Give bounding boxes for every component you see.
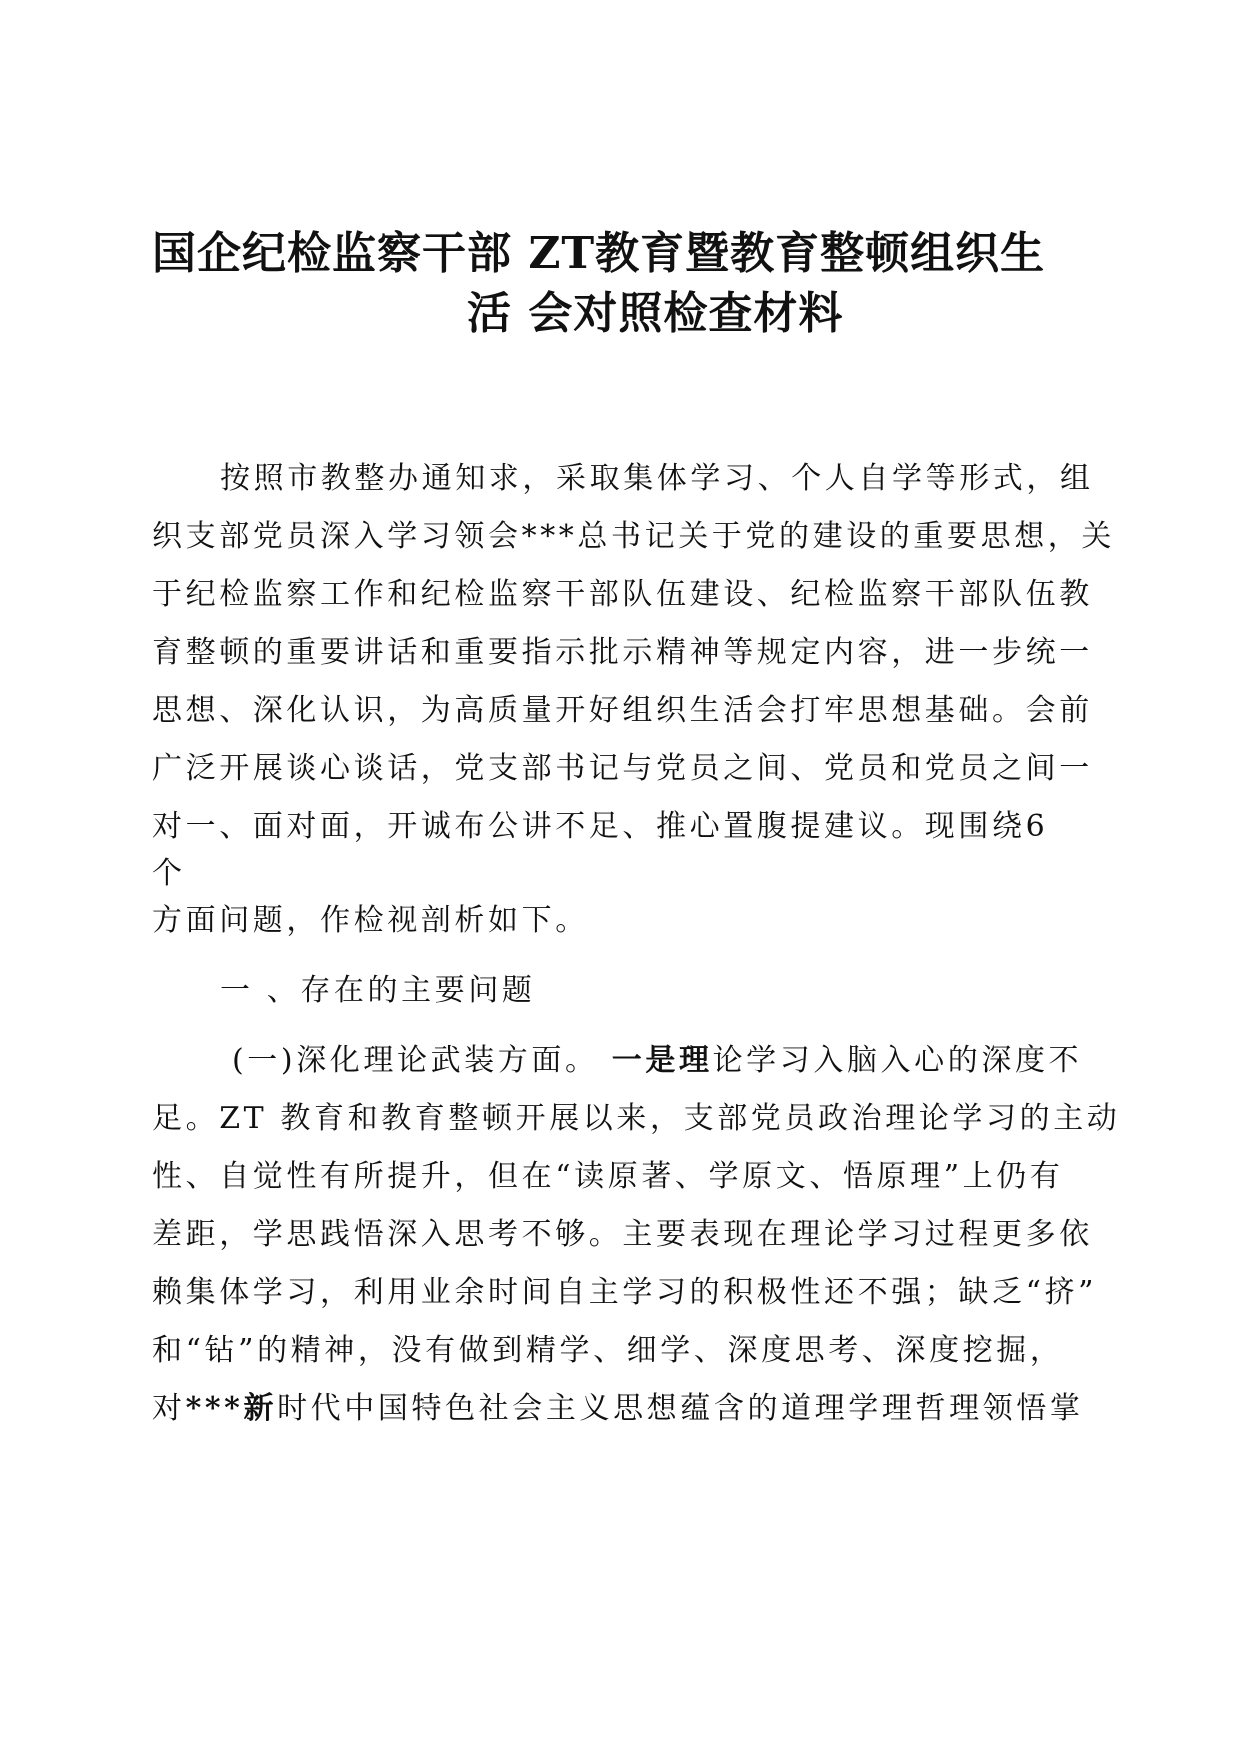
text-line: 思想、深化认识，为高质量开好组织生活会打牢思想基础。会前 [152, 693, 1093, 728]
text-line: 个 [152, 856, 186, 891]
text-line: 性、自觉性有所提升，但在“读原著、学原文、悟原理”上仍有 [152, 1159, 1064, 1194]
text-line: 于纪检监察工作和纪检监察干部队伍建设、纪检监察干部队伍教 [152, 577, 1093, 612]
last-line-emphasis: ***新 [185, 1391, 278, 1426]
subsection-first-rest: 论学习入脑入心的深度不 [712, 1043, 1083, 1078]
title-line-1: 国企纪检监察干部 ZT教育暨教育整顿组织生 [152, 228, 1046, 279]
text-line: 织支部党员深入学习领会***总书记关于党的建设的重要思想，关 [152, 519, 1115, 554]
text-line: 足。ZT 教育和教育整顿开展以来，支部党员政治理论学习的主动 [152, 1101, 1121, 1136]
text-line: 赖集体学习，利用业余时间自主学习的积极性还不强；缺乏“挤” [152, 1275, 1098, 1310]
last-line-rest: 时代中国特色社会主义思想蕴含的道理学理哲理领悟掌 [277, 1391, 1084, 1426]
text-line: 差距，学思践悟深入思考不够。主要表现在理论学习过程更多依 [152, 1217, 1093, 1252]
text-line: 广泛开展谈心谈话，党支部书记与党员之间、党员和党员之间一 [152, 751, 1093, 786]
text-line: 和“钻”的精神，没有做到精学、细学、深度思考、深度挖掘， [152, 1333, 1064, 1368]
document-title [152, 226, 1092, 342]
subsection-emphasis: 一是理 [611, 1043, 713, 1078]
text-line: 育整顿的重要讲话和重要指示批示精神等规定内容，进一步统一 [152, 635, 1093, 670]
subsection-label: (一)深化理论武装方面。 [232, 1043, 612, 1078]
section-heading-text: 一 、存在的主要问题 [220, 973, 536, 1008]
last-line-prefix: 对 [152, 1391, 186, 1426]
text-line: 方面问题，作检视剖析如下。 [152, 903, 589, 938]
text-line-last [152, 1380, 1087, 1438]
title-line-2: 活 会对照检查材料 [467, 288, 844, 339]
subsection-first-line [152, 1032, 1087, 1090]
text-line: 按照市教整办通知求，采取集体学习、个人自学等形式，组 [220, 461, 1094, 496]
document-body [152, 450, 1121, 1438]
subsection-paragraph [152, 1032, 1121, 1438]
section-heading [152, 962, 1087, 1020]
text-line: 对一、面对面，开诚布公讲不足、推心置腹提建议。现围绕6 [152, 809, 1049, 844]
intro-paragraph [152, 450, 1115, 950]
